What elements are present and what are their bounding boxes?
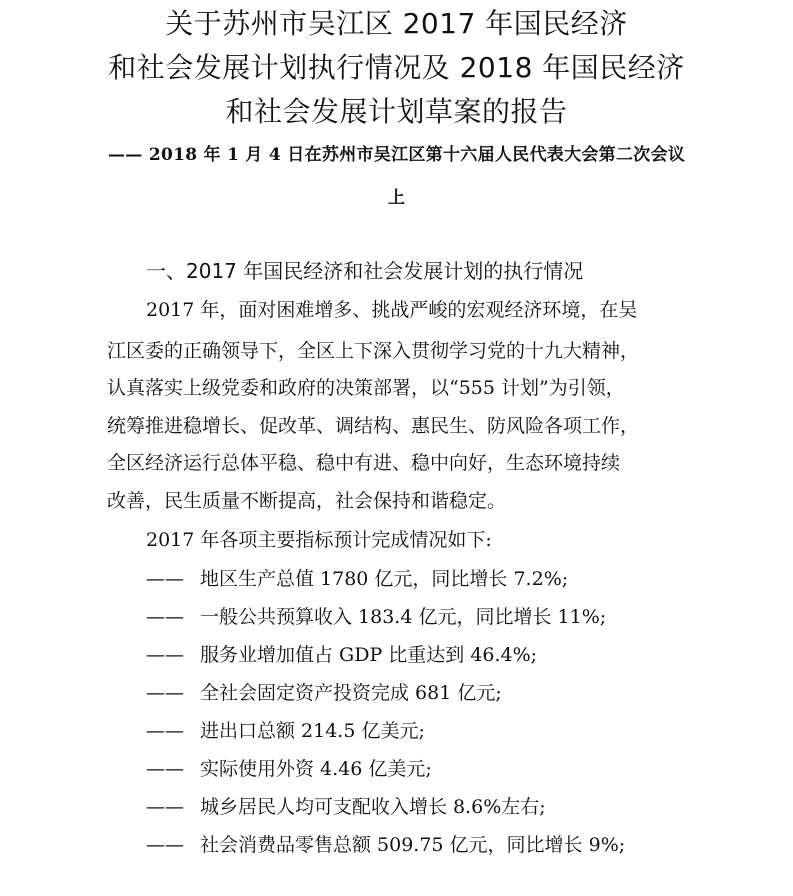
paragraph-line: 江区委的正确领导下，全区上下深入贯彻学习党的十九大精神， [107, 340, 640, 362]
indicator-dash: —— [146, 834, 184, 856]
indicator-text: 一般公共预算收入 183.4 亿元，同比增长 11%; [200, 606, 607, 628]
indicator-dash: —— [146, 758, 184, 780]
indicator-text: 服务业增加值占 GDP 比重达到 46.4%; [200, 644, 538, 666]
paragraph-line: 全区经济运行总体平稳、稳中有进、稳中向好，生态环境持续 [107, 452, 621, 474]
indicator-item [146, 719, 425, 743]
indicator-dash: —— [146, 606, 184, 628]
indicator-item [146, 757, 432, 781]
indicator-item [146, 643, 537, 667]
indicator-item [146, 605, 606, 629]
indicator-dash: —— [146, 720, 184, 742]
indicator-item [146, 795, 546, 819]
report-title-line-2: 和社会发展计划执行情况及 2018 年国民经济 [108, 51, 685, 84]
indicator-text: 社会消费品零售总额 509.75 亿元，同比增长 9%; [200, 834, 626, 856]
indicator-text: 城乡居民人均可支配收入增长 8.6%左右; [200, 796, 546, 818]
indicator-dash: —— [146, 796, 184, 818]
indicator-dash: —— [146, 568, 184, 590]
section-heading: 一、2017 年国民经济和社会发展计划的执行情况 [146, 259, 584, 283]
indicator-text: 全社会固定资产投资完成 681 亿元; [200, 682, 502, 704]
indicator-item [146, 833, 625, 857]
indicator-item [146, 567, 568, 591]
report-title-line-3: 和社会发展计划草案的报告 [225, 95, 568, 128]
indicator-text: 地区生产总值 1780 亿元，同比增长 7.2%; [200, 568, 569, 590]
indicator-dash: —— [146, 682, 184, 704]
indicator-item [146, 681, 502, 705]
indicator-text: 进出口总额 214.5 亿美元; [200, 720, 425, 742]
indicator-text: 实际使用外资 4.46 亿美元; [200, 758, 432, 780]
paragraph-line: 统筹推进稳增长、促改革、调结构、惠民生、防风险各项工作， [107, 415, 640, 437]
indicator-dash: —— [146, 644, 184, 666]
report-title-line-1: 关于苏州市吴江区 2017 年国民经济 [165, 7, 628, 40]
report-subtitle: —— 2018 年 1 月 4 日在苏州市吴江区第十六届人民代表大会第二次会议 [108, 145, 686, 165]
paragraph-line: 认真落实上级党委和政府的决策部署，以“555 计划”为引领， [107, 377, 625, 399]
paragraph-line: 2017 年，面对困难增多、挑战严峻的宏观经济环境，在吴 [146, 299, 638, 321]
report-subtitle-tail: 上 [388, 188, 405, 208]
indicators-intro: 2017 年各项主要指标预计完成情况如下: [146, 529, 492, 551]
paragraph-line: 改善，民生质量不断提高，社会保持和谐稳定。 [107, 490, 507, 512]
